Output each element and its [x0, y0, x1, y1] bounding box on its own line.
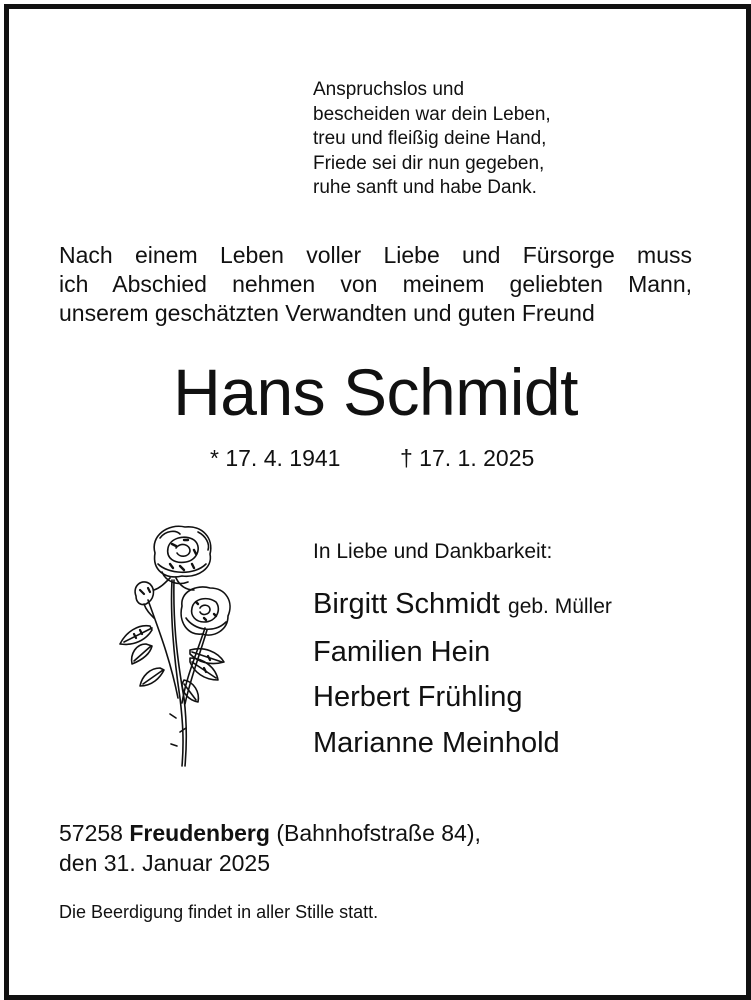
- city: Freudenberg: [129, 820, 270, 846]
- deceased-name: Hans Schmidt: [173, 355, 578, 429]
- poem-line: Friede sei dir nun gegeben,: [313, 152, 545, 174]
- mourners-list: [313, 582, 612, 766]
- birth-date: * 17. 4. 1941: [210, 445, 341, 471]
- maiden-name-note: geb. Müller: [508, 595, 612, 618]
- mourner-item: Marianne Meinhold: [313, 726, 560, 759]
- date-line: den 31. Januar 2025: [59, 850, 271, 876]
- poem-line: Anspruchslos und: [313, 79, 465, 100]
- poem-line: ruhe sanft und habe Dank.: [313, 177, 537, 198]
- poem-line: treu und fleißig deine Hand,: [313, 128, 547, 149]
- mourner-name: Birgitt Schmidt: [313, 588, 500, 620]
- thanks-line: In Liebe und Dankbarkeit:: [313, 540, 553, 563]
- intro-line: Nach einem Leben voller Liebe und Fürsorge muss: [59, 242, 692, 268]
- mourner-item: Herbert Frühling: [313, 681, 523, 713]
- intro-line: ich Abschied nehmen von meinem geliebten Mann,: [59, 271, 692, 297]
- mourner-item: Familien Hein: [313, 635, 491, 668]
- address-block: [59, 818, 481, 878]
- mourner-item: [313, 582, 612, 630]
- postal-code: 57258: [59, 820, 123, 846]
- street: (Bahnhofstraße 84),: [276, 820, 481, 846]
- poem: [313, 78, 551, 201]
- poem-line: bescheiden war dein Leben,: [313, 103, 551, 125]
- address-line: [59, 818, 481, 848]
- intro-text: [59, 241, 692, 328]
- rose-illustration-icon: [110, 518, 240, 773]
- funeral-note: Die Beerdigung findet in aller Stille statt.: [59, 902, 379, 922]
- intro-line: unserem geschätzten Verwandten und guten Freund: [59, 300, 595, 326]
- death-date: † 17. 1. 2025: [400, 445, 535, 471]
